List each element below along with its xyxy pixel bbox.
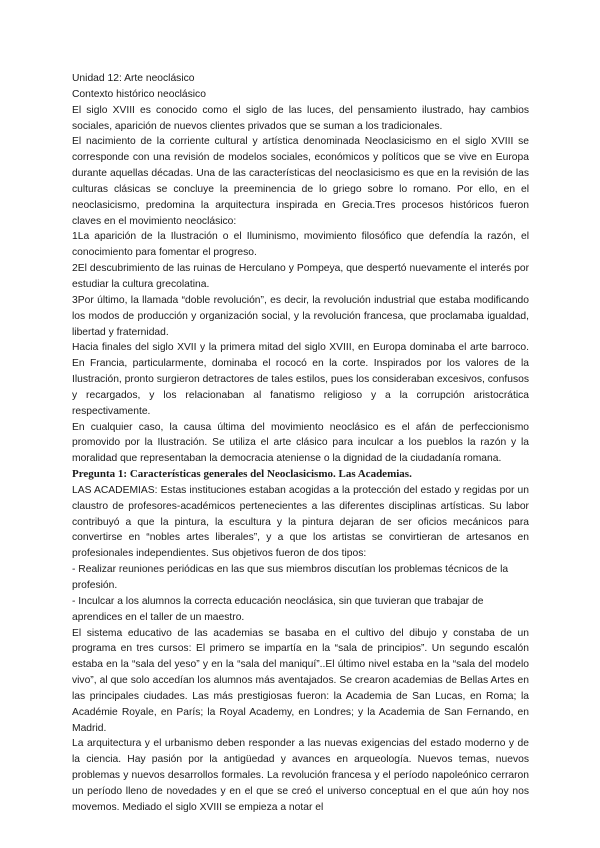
objective-item-2: - Inculcar a los alumnos la correcta educación neoclásica, sin que tuvieran que trabajar de aprendices en el taller de un maestro. xyxy=(72,595,484,623)
academies-paragraph: LAS ACADEMIAS: Estas instituciones estaban acogidas a la protección del estado y regidas por un claustro de profesores-académicos pertenecientes a las diferentes disciplinas artísticas. Su labor contribuyó a que la pintura, la escultura y la pintura dejaran de ser oficios mecánicos para convertirse en “nobles artes liberales”, y a que los artistas se convirtieran de artesanos en profesionales independientes. Sus objetivos fueron de dos tipos: xyxy=(72,484,529,560)
paragraph-intro-1: El siglo XVIII es conocido como el siglo de las luces, del pensamiento ilustrado, hay cambios sociales, aparición de nuevos clientes privados que se suman a los tradicionales. xyxy=(72,104,529,132)
paragraph-intro-4: 2El descubrimiento de las ruinas de Herculano y Pompeya, que despertó nuevamente el interés por estudiar la cultura grecolatina. xyxy=(72,263,529,290)
paragraph-intro-5: 3Por último, la llamada “doble revolución”, es decir, la revolución industrial que estaba modificando los modos de producción y organización social, y la revolución francesa, que proclamaba igualdad, libertad y fraternidad. xyxy=(72,294,529,338)
paragraph-intro-2: El nacimiento de la corriente cultural y artística denominada Neoclasicismo en el siglo XVIII se corresponde con una revisión de modelos sociales, económicos y políticos que se vive en Europa durante aquellas décadas. Una de las características del neoclasicismo es que en la revisión de las culturas clásicas se concluye la preeminencia de lo griego sobre lo romano. Por ello, en el neoclasicismo, predomina la arquitectura inspirada en Grecia.Tres procesos históricos fueron claves en el movimiento neoclásico: xyxy=(72,136,529,227)
question-heading: Pregunta 1: Características generales del Neoclasicismo. Las Academias. xyxy=(72,468,412,481)
paragraph-intro-7: En cualquier caso, la causa última del movimiento neoclásico es el afán de perfeccionismo promovido por la Ilustración. Se utiliza el arte clásico para inculcar a los pueblos la razón y la moralidad que representaban la democracia ateniense o la dignidad de la ciudadanía romana. xyxy=(72,421,529,465)
document-page xyxy=(72,71,529,816)
objective-item-1: - Realizar reuniones periódicas en las que sus miembros discutían los problemas técnicos de la profesión. xyxy=(72,564,509,591)
paragraph-final-2: La arquitectura y el urbanismo deben responder a las nuevas exigencias del estado moderno y de la ciencia. Hay pasión por la antigüedad y avances en arqueología. Nuevos temas, nuevos problemas y nuevos desarrollos formales. La revolución francesa y el período napoleónico cerraron un período lleno de novedades y en el que se creó el universo conceptual en el que aún hoy nos movemos. Mediado el siglo XVIII se empieza a notar el xyxy=(72,738,529,813)
paragraph-final-1: El sistema educativo de las academias se basaba en el cultivo del dibujo y constaba de un programa en tres cursos: El primero se impartía en la “sala de principios”. Un segundo escalón estaba en la “sala del yeso” y en la “sala del maniquí”..El último nivel estaba en la “sala del modelo vivo”, al que solo accedían los alumnos más aventajados. Se crearon academias de Bellas Artes en las principales ciudades. Las más prestigiosas fueron: la Academia de San Lucas, en Roma; la Académie Royale, en París; la Royal Academy, en Londres; y la Academia de San Fernando, en Madrid. xyxy=(72,627,529,734)
paragraph-intro-6: Hacia finales del siglo XVII y la primera mitad del siglo XVIII, en Europa dominaba el arte barroco. En Francia, particularmente, dominaba el rococó en la corte. Inspirados por los valores de la Ilustración, pronto surgieron detractores de tales estilos, pues los consideraban excesivos, confusos y recargados, y los relacionaban al fanatismo religioso y a la corrupción aristocrática respectivamente. xyxy=(72,342,529,417)
context-title: Contexto histórico neoclásico xyxy=(72,88,206,100)
unit-title: Unidad 12: Arte neoclásico xyxy=(72,73,195,84)
paragraph-intro-3: 1La aparición de la Ilustración o el Iluminismo, movimiento filosófico que defendía la razón, el conocimiento para fomentar el progreso. xyxy=(72,231,529,259)
